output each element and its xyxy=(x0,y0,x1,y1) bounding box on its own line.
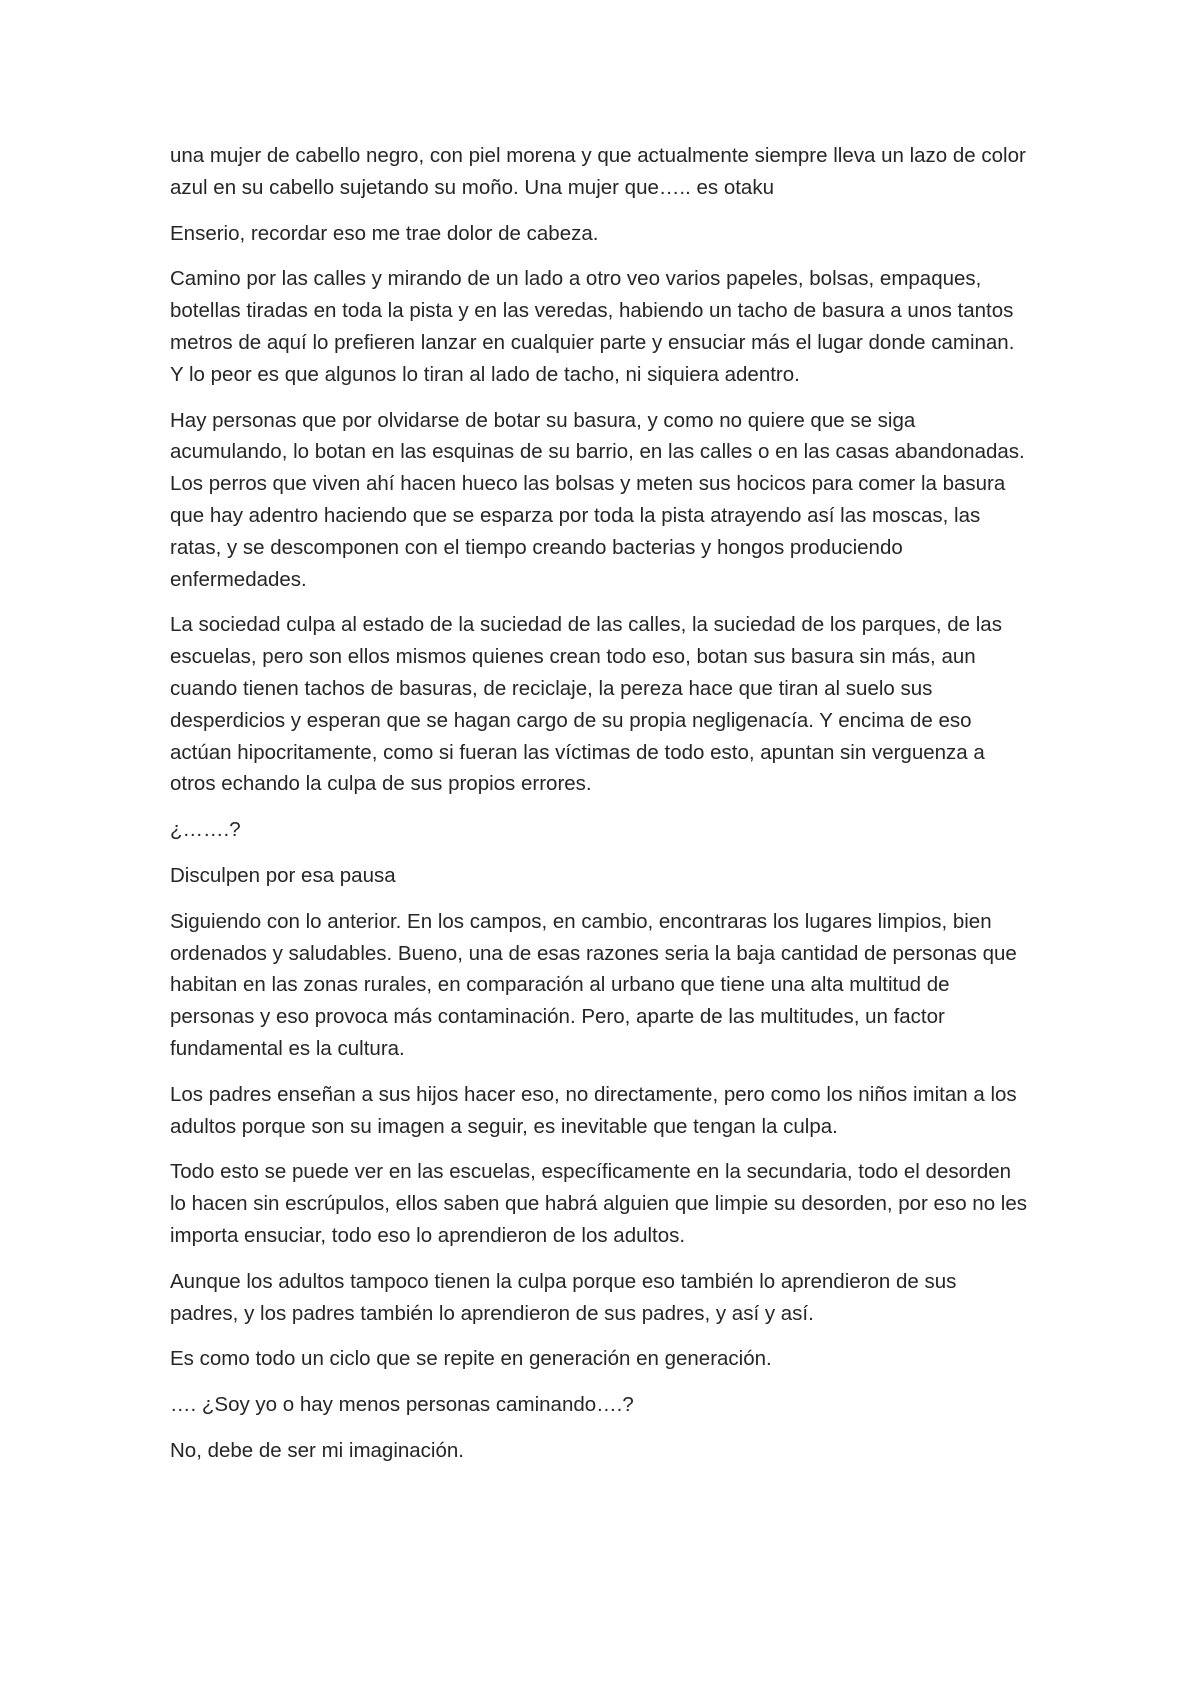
paragraph: Aunque los adultos tampoco tienen la culpa porque eso también lo aprendieron de sus padres, y los padres también lo aprendieron de sus padres, y así y así. xyxy=(170,1269,957,1325)
paragraph: Camino por las calles y mirando de un lado a otro veo varios papeles, bolsas, empaques, botellas tiradas en toda la pista y en las veredas, habiendo un tacho de basura a unos tantos metros de aquí lo prefieren lanzar en cualquier parte y ensuciar más el lugar donde caminan. Y lo peor es que algunos lo tiran al lado de tacho, ni siquiera adentro. xyxy=(170,267,1015,386)
paragraph: ¿…….? xyxy=(170,818,241,842)
paragraph: Enserio, recordar eso me trae dolor de cabeza. xyxy=(170,221,599,245)
paragraph: No, debe de ser mi imaginación. xyxy=(170,1438,464,1462)
paragraph: una mujer de cabello negro, con piel morena y que actualmente siempre lleva un lazo de color azul en su cabello sujetando su moño. Una mujer que….. es otaku xyxy=(170,144,1026,199)
paragraph: Siguiendo con lo anterior. En los campos, en cambio, encontraras los lugares limpios, bien ordenados y saludables. Bueno, una de esas razones seria la baja cantidad de personas que habitan en las zonas rurales, en comparación al urbano que tiene una alta multitud de personas y eso provoca más contaminación. Pero, aparte de las multitudes, un factor fundamental es la cultura. xyxy=(170,909,1017,1060)
paragraph: Disculpen por esa pausa xyxy=(170,863,396,887)
document-body xyxy=(170,140,1028,1481)
paragraph: La sociedad culpa al estado de la suciedad de las calles, la suciedad de los parques, de las escuelas, pero son ellos mismos quienes crean todo eso, botan sus basura sin más, aun cuando tienen tachos de basuras, de reciclaje, la pereza hace que tiran al suelo sus desperdicios y esperan que se hagan cargo de su propia negligenacía. Y encima de eso actúan hipocritamente, como si fueran las víctimas de todo esto, apuntan sin verguenza a otros echando la culpa de sus propios errores. xyxy=(170,613,1002,796)
paragraph: Los padres enseñan a sus hijos hacer eso, no directamente, pero como los niños imitan a los adultos porque son su imagen a seguir, es inevitable que tengan la culpa. xyxy=(170,1082,1017,1138)
paragraph: Es como todo un ciclo que se repite en generación en generación. xyxy=(170,1347,772,1371)
paragraph: …. ¿Soy yo o hay menos personas caminando….? xyxy=(170,1393,634,1417)
paragraph: Hay personas que por olvidarse de botar su basura, y como no quiere que se siga acumulando, lo botan en las esquinas de su barrio, en las calles o en las casas abandonadas. Los perros que viven ahí hacen hueco las bolsas y meten sus hocicos para comer la basura que hay adentro haciendo que se esparza por toda la pista atrayendo así las moscas, las ratas, y se descomponen con el tiempo creando bacterias y hongos produciendo enfermedades. xyxy=(170,408,1025,591)
paragraph: Todo esto se puede ver en las escuelas, específicamente en la secundaria, todo el desorden lo hacen sin escrúpulos, ellos saben que habrá alguien que limpie su desorden, por eso no les importa ensuciar, todo eso lo aprendieron de los adultos. xyxy=(170,1160,1028,1247)
